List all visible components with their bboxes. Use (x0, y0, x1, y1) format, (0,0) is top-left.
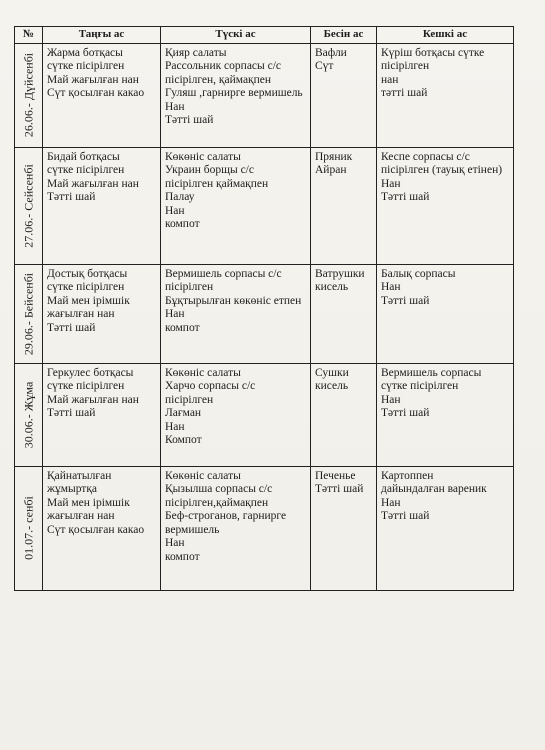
breakfast-item: сүтке пісірілген (47, 281, 125, 293)
lunch-cell (161, 264, 311, 363)
table-row (15, 43, 514, 147)
breakfast-item: Жарма ботқасы (47, 46, 123, 59)
lunch-item: Украин борщы с/с (165, 164, 254, 176)
dinner-item: Тәтті шай (381, 407, 430, 419)
dinner-item: нан (381, 73, 399, 86)
lunch-item: Нан (165, 100, 185, 113)
table-row (15, 147, 514, 264)
lunch-item: вермишель (165, 523, 220, 536)
dinner-item: Нан (381, 496, 401, 509)
lunch-item: Беф-строганов, гарнирге (165, 510, 287, 522)
breakfast-item: Қайнатылған (47, 469, 112, 482)
lunch-item: компот (165, 218, 200, 230)
day-label: 26.06.- Дүйсенбі (20, 52, 35, 138)
breakfast-cell (43, 147, 161, 264)
dinner-item: пісірілген (381, 60, 430, 72)
lunch-item: Палау (165, 191, 195, 203)
lunch-item: Тәтті шай (165, 114, 214, 126)
breakfast-item: Май мен ірімшік (47, 496, 130, 509)
lunch-item: Қияр салаты (165, 46, 227, 59)
dinner-item: Тәтті шай (381, 510, 430, 522)
lunch-item: Нан (165, 308, 185, 320)
breakfast-item: сүтке пісірілген (47, 164, 125, 176)
dinner-item: Нан (381, 281, 401, 293)
lunch-item: Көкөніс салаты (165, 469, 241, 482)
header-num: № (15, 27, 43, 44)
snack-item: Пряник (315, 150, 353, 163)
snack-item: кисель (315, 281, 349, 293)
breakfast-cell (43, 466, 161, 590)
breakfast-item: сүтке пісірілген (47, 380, 125, 392)
snack-cell (311, 363, 377, 466)
snack-item: Печенье (315, 469, 356, 482)
lunch-item: Рассольник сорпасы с/с (165, 60, 282, 72)
day-label: 29.06.- Бейсенбі (20, 272, 35, 355)
dinner-item: сүтке пісірілген (381, 380, 459, 392)
breakfast-item: Геркулес ботқасы (47, 366, 134, 379)
day-cell (15, 264, 43, 363)
dinner-cell (377, 147, 514, 264)
lunch-item: Гуляш ,гарнирге вермишель (165, 87, 303, 99)
lunch-item: пісірілген, қаймақпен (165, 73, 272, 86)
header-dinner: Кешкі ас (377, 27, 514, 44)
snack-item: Сүт (315, 60, 334, 72)
day-cell (15, 466, 43, 590)
breakfast-item: Тәтті шай (47, 321, 96, 334)
dinner-cell (377, 43, 514, 147)
breakfast-cell (43, 363, 161, 466)
breakfast-item: Тәтті шай (47, 191, 96, 203)
dinner-item: Күріш ботқасы сүтке (381, 46, 485, 59)
lunch-cell (161, 147, 311, 264)
dinner-item: дайындалған вареник (381, 483, 487, 495)
dinner-item: Картоппен (381, 469, 434, 482)
breakfast-item: Май жағылған нан (47, 393, 139, 406)
snack-cell (311, 43, 377, 147)
breakfast-item: жұмыртқа (47, 483, 98, 495)
day-label: 27.06.- Сейсенбі (20, 163, 35, 248)
snack-cell (311, 147, 377, 264)
lunch-item: Лағман (165, 407, 202, 419)
lunch-item: пісірілген (165, 393, 214, 406)
day-label: 30.06.- Жұма (20, 381, 35, 448)
dinner-item: Балық сорпасы (381, 267, 456, 280)
day-label: 01.07.- сенбі (20, 496, 35, 560)
lunch-cell (161, 43, 311, 147)
snack-cell (311, 466, 377, 590)
snack-item: Ватрушки (315, 267, 365, 280)
snack-item: кисель (315, 380, 349, 392)
snack-item: Тәтті шай (315, 483, 364, 495)
table-row (15, 264, 514, 363)
breakfast-item: Май жағылған нан (47, 177, 139, 190)
dinner-item: пісірілген (тауық етінен) (381, 164, 503, 176)
lunch-item: Көкөніс салаты (165, 366, 241, 379)
day-cell (15, 147, 43, 264)
breakfast-item: Бидай ботқасы (47, 150, 120, 163)
lunch-item: Компот (165, 434, 202, 446)
lunch-item: компот (165, 321, 200, 334)
lunch-item: Нан (165, 204, 185, 217)
header-breakfast: Таңғы ас (43, 27, 161, 44)
dinner-item: Кеспе сорпасы с/с (381, 150, 470, 163)
header-lunch: Түскі ас (161, 27, 311, 44)
breakfast-cell (43, 264, 161, 363)
dinner-item: Нан (381, 393, 401, 406)
lunch-item: Вермишель сорпасы с/с (165, 267, 282, 280)
dinner-item: Вермишель сорпасы (381, 366, 482, 379)
snack-item: Сушки (315, 366, 349, 379)
breakfast-item: Тәтті шай (47, 407, 96, 419)
lunch-item: Қызылша сорпасы с/с (165, 483, 273, 495)
breakfast-item: Сүт қосылған какао (47, 87, 145, 99)
table-row (15, 466, 514, 590)
lunch-item: пісірілген,қаймақпен (165, 496, 269, 509)
breakfast-item: Май жағылған нан (47, 73, 139, 86)
breakfast-item: Май мен ірімшік (47, 294, 130, 307)
table-header-row (15, 27, 514, 44)
lunch-item: Көкөніс салаты (165, 150, 241, 163)
menu-table (14, 26, 514, 591)
lunch-item: пісірілген (165, 281, 214, 293)
lunch-item: Харчо сорпасы с/с (165, 380, 256, 392)
breakfast-item: жағылған нан (47, 510, 115, 522)
dinner-item: Тәтті шай (381, 191, 430, 203)
snack-item: Айран (315, 164, 347, 176)
breakfast-item: жағылған нан (47, 308, 115, 320)
lunch-item: Бұқтырылған көкөніс етпен (165, 294, 302, 307)
snack-cell (311, 264, 377, 363)
lunch-item: компот (165, 550, 200, 563)
dinner-item: тәтті шай (381, 87, 428, 99)
dinner-cell (377, 466, 514, 590)
lunch-item: пісірілген қаймақпен (165, 177, 269, 190)
dinner-item: Нан (381, 177, 401, 190)
lunch-cell (161, 363, 311, 466)
table-row (15, 363, 514, 466)
dinner-cell (377, 363, 514, 466)
snack-item: Вафли (315, 46, 347, 59)
lunch-item: Нан (165, 420, 185, 433)
breakfast-item: Сүт қосылған какао (47, 523, 145, 536)
dinner-item: Тәтті шай (381, 294, 430, 307)
breakfast-item: Достық ботқасы (47, 267, 128, 280)
breakfast-item: сүтке пісірілген (47, 60, 125, 72)
day-cell (15, 43, 43, 147)
day-cell (15, 363, 43, 466)
breakfast-cell (43, 43, 161, 147)
dinner-cell (377, 264, 514, 363)
lunch-cell (161, 466, 311, 590)
header-snack: Бесін ас (311, 27, 377, 44)
lunch-item: Нан (165, 537, 185, 549)
